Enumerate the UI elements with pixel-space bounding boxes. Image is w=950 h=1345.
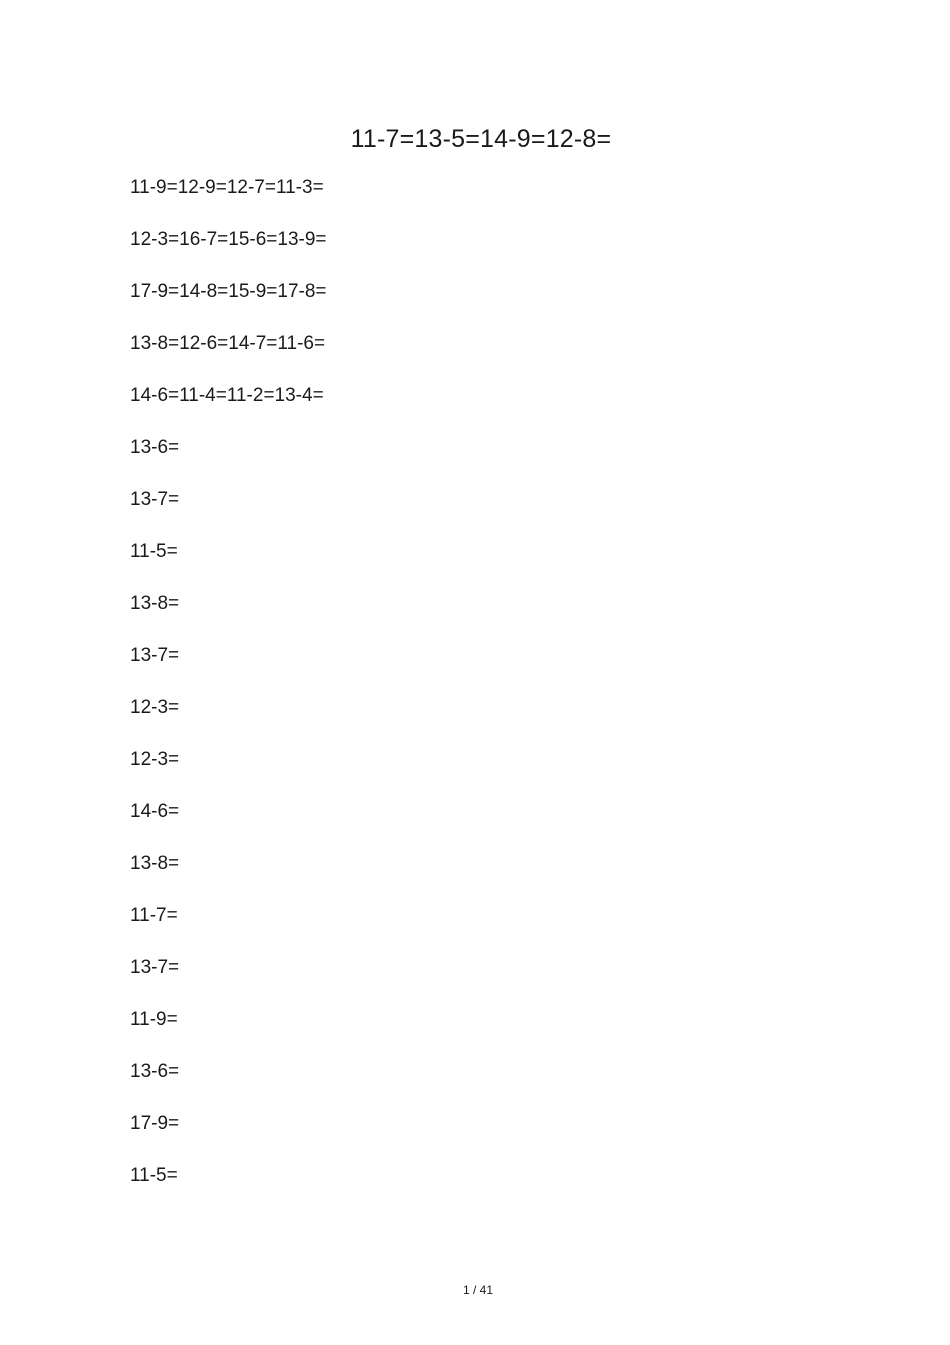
problem-line: 13-7= [130, 489, 180, 510]
problem-line: 12-3= [130, 749, 180, 770]
problem-line: 13-8= [130, 593, 180, 614]
problem-line: 14-6=11-4=11-2=13-4= [130, 385, 324, 406]
problem-line: 17-9= [130, 1113, 180, 1134]
problem-line: 11-5= [130, 1165, 178, 1186]
problem-line: 13-7= [130, 957, 180, 978]
page-title: 11-7=13-5=14-9=12-8= [350, 125, 612, 153]
problem-line: 11-5= [130, 541, 178, 562]
problem-line: 11-9= [130, 1009, 178, 1030]
problem-line: 17-9=14-8=15-9=17-8= [130, 281, 327, 302]
problem-line: 12-3= [130, 697, 180, 718]
problem-list [130, 175, 327, 1215]
problem-line: 13-6= [130, 1061, 180, 1082]
problem-line: 11-9=12-9=12-7=11-3= [130, 177, 324, 198]
page-number: 1 / 41 [462, 1283, 494, 1297]
problem-line: 13-6= [130, 437, 180, 458]
problem-line: 11-7= [130, 905, 178, 926]
problem-line: 12-3=16-7=15-6=13-9= [130, 229, 327, 250]
problem-line: 13-7= [130, 645, 180, 666]
problem-line: 14-6= [130, 801, 180, 822]
problem-line: 13-8= [130, 853, 180, 874]
problem-line: 13-8=12-6=14-7=11-6= [130, 333, 326, 354]
